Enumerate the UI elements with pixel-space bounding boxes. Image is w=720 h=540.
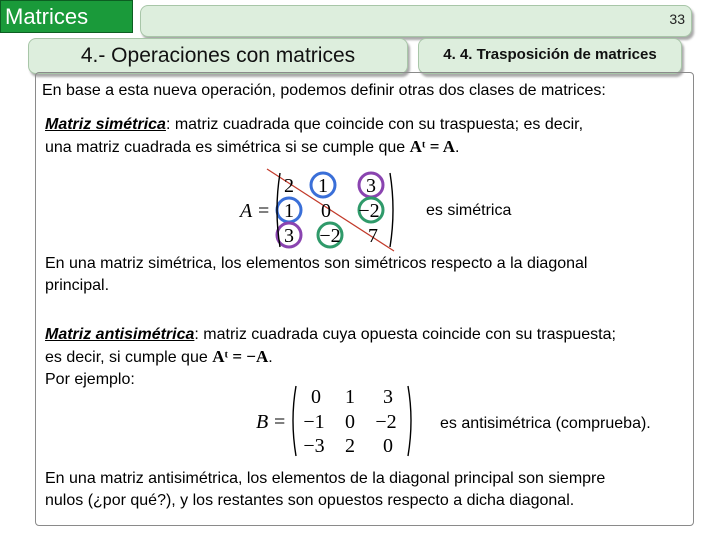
symmetric-term: Matriz simétrica bbox=[45, 116, 166, 133]
equals-sign: = bbox=[258, 200, 270, 222]
matrix-cell: −2 bbox=[319, 225, 341, 247]
symmetric-definition-line1: : matriz cuadrada que coincide con su traspuesta; es decir, bbox=[165, 116, 584, 133]
antisymmetric-note-line2: nulos (¿por qué?), y los restantes son opuestos respecto a dicha diagonal. bbox=[45, 492, 575, 509]
antisymmetric-condition: Aᵗ = −A bbox=[212, 347, 269, 366]
matrix-cell: −3 bbox=[303, 435, 325, 457]
right-bracket bbox=[408, 386, 411, 456]
matrix-cell: 7 bbox=[368, 225, 378, 247]
symmetric-matrix bbox=[232, 165, 412, 253]
matrix-cell: 1 bbox=[345, 386, 355, 408]
section-title: 4.- Operaciones con matrices bbox=[28, 38, 408, 74]
matrix-name-b: B bbox=[256, 411, 269, 433]
matrix-cell: 0 bbox=[311, 386, 321, 408]
left-bracket bbox=[293, 386, 296, 456]
page-header-bar bbox=[140, 5, 692, 37]
example-intro: Por ejemplo: bbox=[45, 371, 135, 388]
symmetric-period: . bbox=[455, 139, 460, 156]
right-bracket bbox=[390, 173, 393, 247]
matrix-cell: −2 bbox=[358, 200, 380, 222]
matrix-cell: 0 bbox=[383, 435, 393, 457]
symmetric-definition-line2: una matriz cuadrada es simétrica si se cumple que bbox=[45, 139, 406, 156]
antisymmetric-note-line1: En una matriz antisimétrica, los elementos de la diagonal principal son siempre bbox=[45, 470, 606, 487]
matrix-name-a: A bbox=[240, 200, 253, 222]
matrix-cell: 1 bbox=[318, 175, 328, 197]
matrix-cell: 0 bbox=[321, 200, 331, 222]
matrix-cell: −1 bbox=[303, 411, 325, 433]
symmetric-condition: Aᵗ = A bbox=[409, 137, 456, 156]
symmetric-note bbox=[45, 253, 587, 297]
antisymmetric-result-label: es antisimétrica (comprueba). bbox=[440, 415, 651, 432]
subsection-title: 4. 4. Trasposición de matrices bbox=[418, 38, 682, 74]
app-title-tab: Matrices bbox=[0, 0, 133, 33]
matrix-cell: 2 bbox=[345, 435, 355, 457]
symmetric-result-label: es simétrica bbox=[426, 202, 512, 219]
matrix-cell: 1 bbox=[284, 200, 294, 222]
symmetric-note-line2: principal. bbox=[45, 277, 110, 294]
symmetric-note-line1: En una matriz simétrica, los elementos son simétricos respecto a la diagonal bbox=[45, 255, 588, 272]
antisymmetric-definition-line2: es decir, si cumple que bbox=[45, 349, 208, 366]
matrix-cell: −2 bbox=[375, 411, 397, 433]
symmetric-definition bbox=[45, 114, 583, 159]
matrix-cell: 3 bbox=[383, 386, 393, 408]
matrix-cell: 2 bbox=[284, 175, 294, 197]
antisymmetric-note bbox=[45, 468, 605, 512]
intro-text: En base a esta nueva operación, podemos definir otras dos clases de matrices: bbox=[42, 82, 606, 99]
page-number: 33 bbox=[669, 11, 685, 27]
antisymmetric-matrix bbox=[250, 380, 420, 460]
equals-sign: = bbox=[274, 411, 286, 433]
matrix-cell: 3 bbox=[284, 225, 294, 247]
matrix-cell: 3 bbox=[366, 175, 376, 197]
antisymmetric-period: . bbox=[268, 349, 273, 366]
matrix-cell: 0 bbox=[345, 411, 355, 433]
antisymmetric-definition-line1: : matriz cuadrada cuya opuesta coincide con su traspuesta; bbox=[194, 326, 616, 343]
antisymmetric-term: Matriz antisimétrica bbox=[45, 326, 195, 343]
